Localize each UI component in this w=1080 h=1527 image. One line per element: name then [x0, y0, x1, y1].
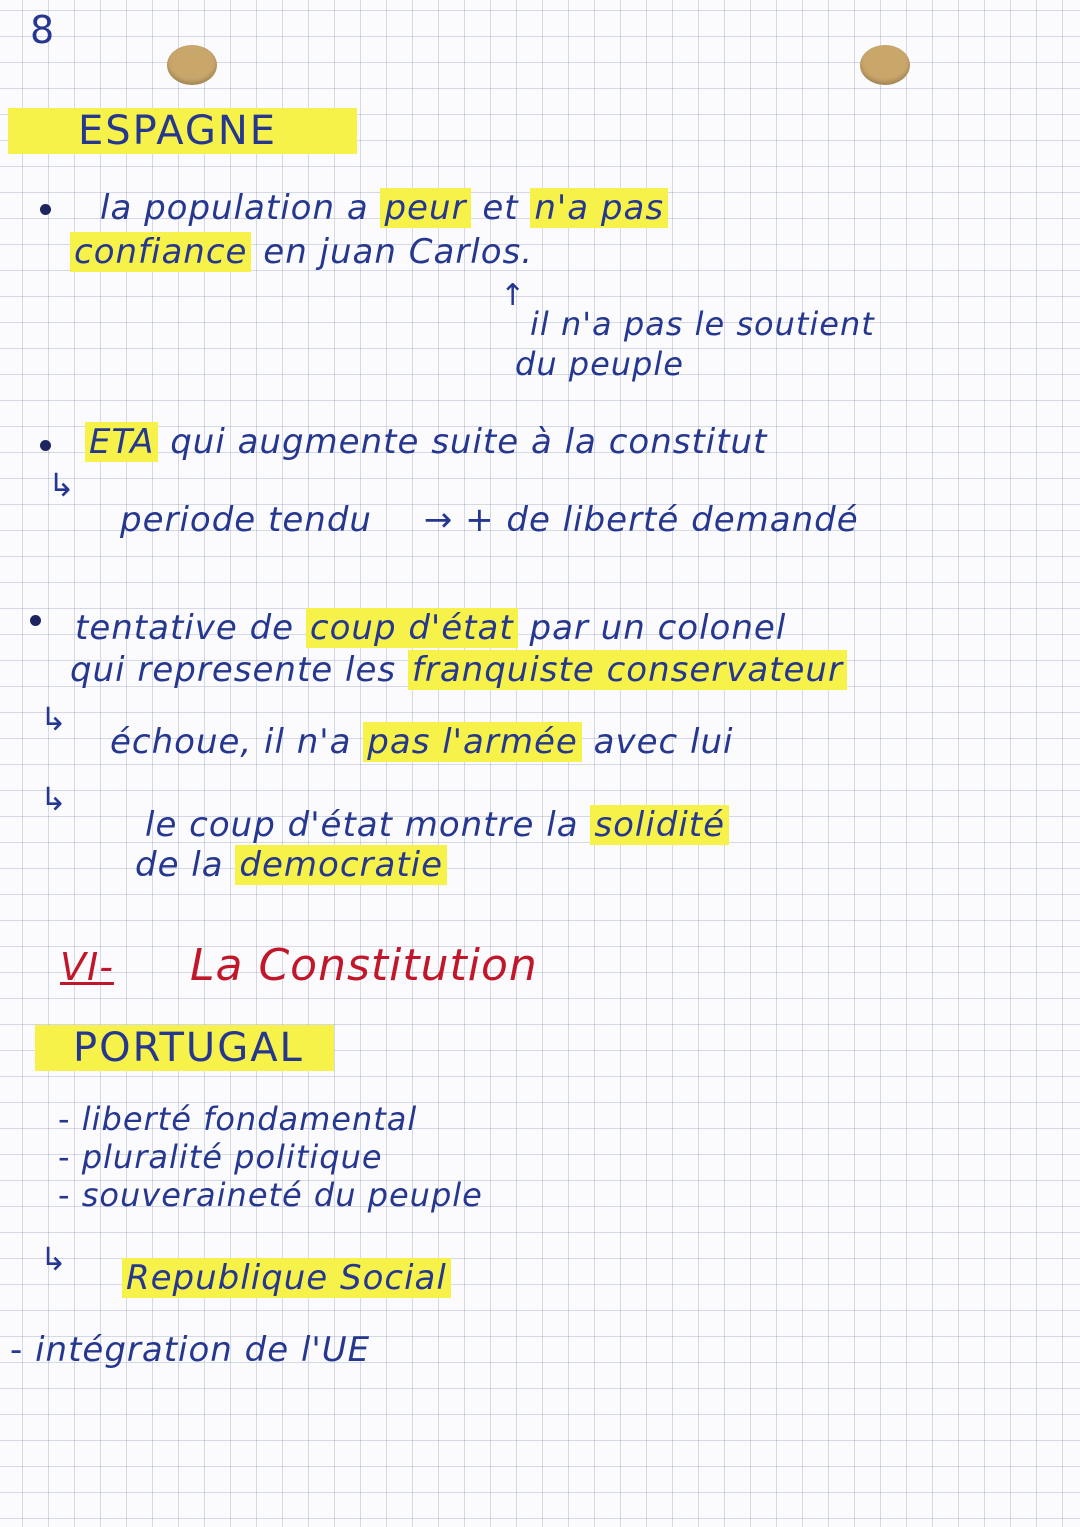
espagne-point1-line1 — [100, 188, 668, 228]
point2-sub-a: periode tendu — [120, 500, 372, 540]
portugal-list — [58, 1100, 483, 1214]
point3-text-represente: qui represente les — [70, 650, 397, 690]
point1-highlight-napas: n'a pas — [530, 188, 668, 228]
page-number: 8 — [30, 8, 56, 52]
point3-sub2-c: de la — [135, 845, 224, 885]
point3-sub1-c: avec lui — [593, 722, 734, 762]
espagne-note-line2: du peuple — [515, 345, 684, 383]
point3-text-c: par un colonel — [529, 608, 787, 648]
point1-text-juan: en juan Carlos. — [263, 232, 534, 272]
hook-arrow-icon: ↳ — [40, 700, 68, 738]
portugal-last-item: - intégration de l'UE — [10, 1330, 371, 1370]
point3-highlight-franquiste: franquiste conservateur — [408, 650, 847, 690]
portugal-item-3: - souveraineté du peuple — [58, 1176, 483, 1214]
point3-highlight-coup: coup d'état — [306, 608, 518, 648]
section-numeral: VI- — [60, 945, 114, 989]
portugal-result: Republique Social — [122, 1258, 451, 1298]
point2-highlight-eta: ETA — [85, 422, 158, 462]
bullet-2 — [40, 440, 51, 451]
bullet-3 — [30, 615, 41, 626]
point3-highlight-solidite: solidité — [590, 805, 729, 845]
point1-text-a: la population a — [100, 188, 369, 228]
point3-sub2-a: le coup d'état montre la — [145, 805, 579, 845]
portugal-title: PORTUGAL — [35, 1025, 334, 1071]
point1-text-c: et — [482, 188, 519, 228]
espagne-point3-line2 — [70, 650, 847, 690]
portugal-item-2: - pluralité politique — [58, 1138, 383, 1176]
point2-text: qui augmente suite à la constitut — [170, 422, 768, 462]
espagne-point3-sub2-line2 — [135, 845, 447, 885]
point1-highlight-confiance: confiance — [70, 232, 251, 272]
portugal-item-1: - liberté fondamental — [58, 1100, 418, 1138]
espagne-point3-sub1 — [110, 722, 733, 762]
punch-hole-left — [167, 45, 217, 85]
point3-sub1-a: échoue, il n'a — [110, 722, 352, 762]
espagne-title: ESPAGNE — [8, 108, 357, 154]
point1-highlight-peur: peur — [380, 188, 470, 228]
point3-highlight-democratie: democratie — [235, 845, 447, 885]
espagne-point2-sub — [120, 500, 859, 540]
espagne-point3-sub2 — [145, 805, 729, 845]
section-title: La Constitution — [190, 940, 538, 991]
point2-sub-b: → + de liberté demandé — [423, 500, 859, 540]
espagne-note-line1: il n'a pas le soutient — [530, 305, 875, 343]
bullet-1 — [40, 204, 51, 215]
espagne-point3-line1 — [75, 608, 786, 648]
arrow-up-icon: ↑ — [500, 278, 527, 313]
punch-hole-right — [860, 45, 910, 85]
hook-arrow-icon: ↳ — [40, 1240, 68, 1278]
point3-highlight-armee: pas l'armée — [363, 722, 582, 762]
hook-arrow-icon: ↳ — [48, 466, 76, 504]
point3-text-a: tentative de — [75, 608, 295, 648]
hook-arrow-icon: ↳ — [40, 780, 68, 818]
espagne-point1-line2 — [70, 232, 533, 272]
espagne-point2 — [85, 422, 767, 462]
